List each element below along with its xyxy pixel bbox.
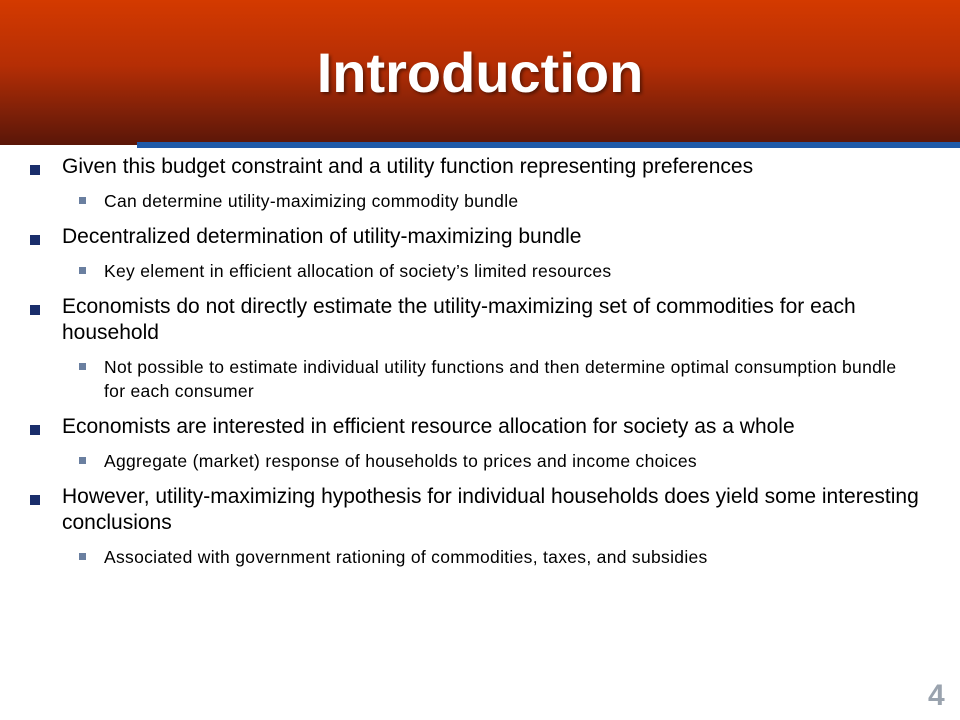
page-number: 4	[928, 679, 945, 712]
sub-bullet-2-1-text: Key element in efficient allocation of society’s limited resources	[104, 261, 612, 281]
slide-body	[0, 150, 960, 569]
bullet-1-text: Given this budget constraint and a utility function representing preferences	[62, 155, 754, 178]
sub-bullet-1-1	[0, 189, 960, 213]
small-square-bullet-icon	[79, 553, 86, 560]
square-bullet-icon	[30, 305, 40, 315]
small-square-bullet-icon	[79, 363, 86, 370]
bullet-4	[0, 414, 960, 440]
sub-bullet-3-1	[0, 355, 960, 403]
slide-title: Introduction	[316, 41, 644, 104]
bullet-5-text: However, utility-maximizing hypothesis for individual households does yield some interesting conclusions	[62, 485, 919, 534]
bullet-2-text: Decentralized determination of utility-maximizing bundle	[62, 225, 582, 248]
bullet-5	[0, 484, 960, 536]
sub-bullet-2-1	[0, 259, 960, 283]
square-bullet-icon	[30, 165, 40, 175]
bullet-3-text: Economists do not directly estimate the utility-maximizing set of commodities for each household	[62, 295, 856, 344]
square-bullet-icon	[30, 425, 40, 435]
bullet-2	[0, 224, 960, 250]
square-bullet-icon	[30, 235, 40, 245]
small-square-bullet-icon	[79, 457, 86, 464]
square-bullet-icon	[30, 495, 40, 505]
sub-bullet-3-1-text: Not possible to estimate individual utility functions and then determine optimal consumption bundle for each consumer	[104, 357, 897, 401]
small-square-bullet-icon	[79, 267, 86, 274]
title-banner	[0, 0, 960, 145]
sub-bullet-5-1-text: Associated with government rationing of commodities, taxes, and subsidies	[104, 547, 708, 567]
bullet-4-text: Economists are interested in efficient resource allocation for society as a whole	[62, 415, 795, 438]
sub-bullet-4-1-text: Aggregate (market) response of households to prices and income choices	[104, 451, 697, 471]
bullet-1	[0, 154, 960, 180]
sub-bullet-1-1-text: Can determine utility-maximizing commodity bundle	[104, 191, 519, 211]
accent-line	[137, 142, 960, 148]
small-square-bullet-icon	[79, 197, 86, 204]
sub-bullet-4-1	[0, 449, 960, 473]
sub-bullet-5-1	[0, 545, 960, 569]
bullet-3	[0, 294, 960, 346]
